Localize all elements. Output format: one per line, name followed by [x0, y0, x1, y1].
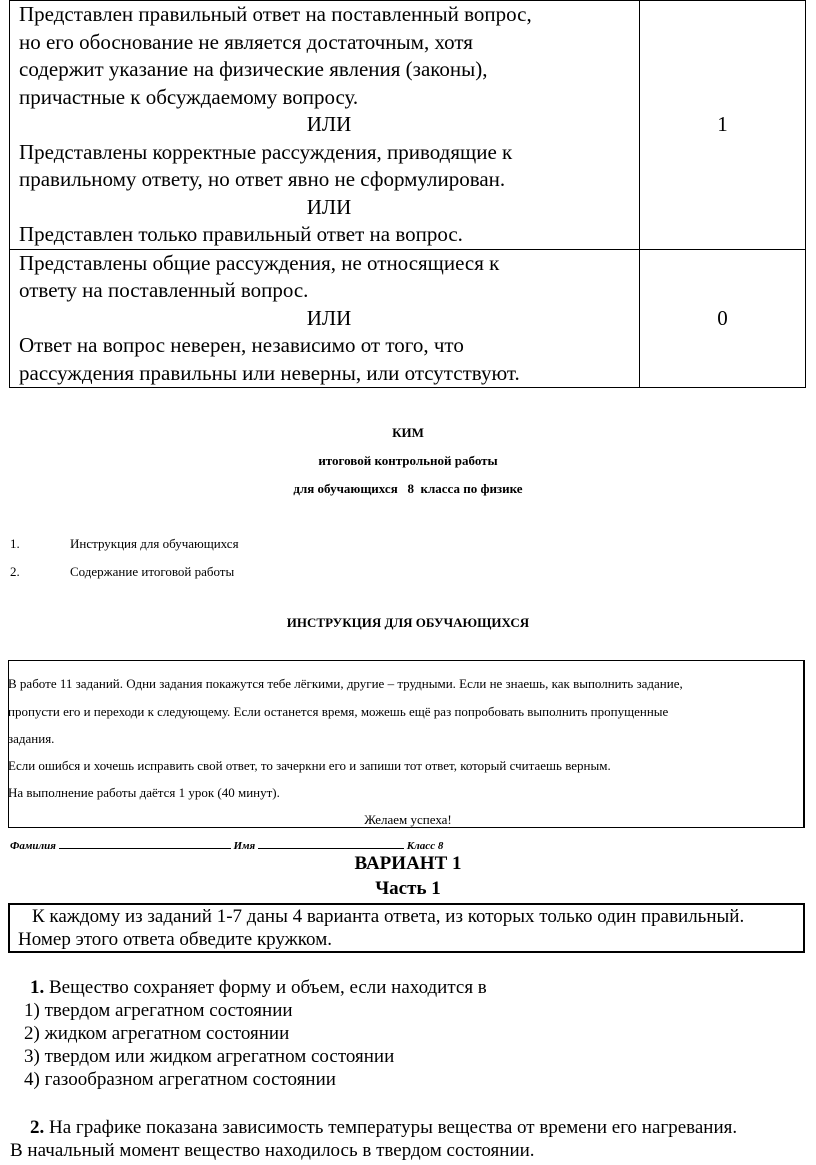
question-text-continued: В начальный момент вещество находилось в твердом состоянии.	[10, 1140, 535, 1161]
instructions-heading: ИНСТРУКЦИЯ ДЛЯ ОБУЧАЮЩИХСЯ	[286, 615, 530, 630]
task-note-box	[8, 903, 805, 953]
surname-field[interactable]	[59, 839, 231, 849]
criteria-line: рассуждения правильны или неверны, или отсутствуют.	[19, 360, 520, 385]
table-row	[10, 1, 806, 250]
question-text: На графике показана зависимость температуры вещества от времени его нагревания.	[44, 1117, 738, 1138]
student-info-line	[10, 839, 443, 852]
criteria-line: Представлены корректные рассуждения, приводящие к	[19, 139, 513, 164]
criteria-cell	[10, 249, 640, 388]
toc-item	[10, 536, 239, 552]
criteria-line: Представлен только правильный ответ на вопрос.	[19, 222, 463, 246]
criteria-line: Представлены общие рассуждения, не относящиеся к	[19, 250, 500, 275]
wish-text: Желаем успеха!	[364, 812, 452, 827]
instruction-line: На выполнение работы даётся 1 урок (40 минут).	[8, 785, 280, 800]
class-label: Класс 8	[406, 840, 444, 852]
criteria-line: причастные к обсуждаемому вопросу.	[19, 84, 359, 109]
question-2	[30, 1117, 737, 1139]
criteria-cell	[10, 1, 640, 250]
or-separator: ИЛИ	[306, 112, 352, 136]
or-separator: ИЛИ	[306, 305, 352, 330]
instruction-line: пропусти его и переходи к следующему. Если останется время, можешь ещё раз попробовать выполнить пропущенные	[8, 704, 669, 719]
question-number: 1.	[30, 977, 45, 998]
toc-label: Содержание итоговой работы	[70, 564, 235, 579]
answer-option[interactable]: 2) жидком агрегатном состоянии	[24, 1023, 290, 1044]
part-title: Часть 1	[375, 878, 441, 899]
surname-label: Фамилия	[10, 840, 56, 852]
answer-option[interactable]: 1) твердом агрегатном состоянии	[24, 1000, 293, 1021]
criteria-line: Ответ на вопрос неверен, независимо от того, что	[19, 333, 464, 357]
or-separator: ИЛИ	[306, 194, 352, 219]
criteria-line: содержит указание на физические явления (законы),	[19, 57, 488, 81]
kim-title: КИМ	[392, 425, 424, 440]
criteria-line: ответу на поставленный вопрос.	[19, 278, 309, 302]
variant-title: ВАРИАНТ 1	[354, 853, 462, 874]
points-cell: 0	[640, 249, 806, 388]
criteria-line: правильному ответу, но ответ явно не сформулирован.	[19, 167, 506, 191]
question-number: 2.	[30, 1117, 45, 1138]
toc-number: 2.	[10, 564, 20, 579]
toc-label: Инструкция для обучающихся	[70, 536, 239, 551]
grading-table	[9, 0, 806, 388]
instruction-line: В работе 11 заданий. Одни задания покажутся тебе лёгкими, другие – трудными. Если не знаешь, как выполнить задание,	[8, 676, 683, 691]
criteria-line: Представлен правильный ответ на поставленный вопрос,	[19, 2, 532, 26]
task-note-line: Номер этого ответа обведите кружком.	[18, 929, 332, 950]
criteria-line: но его обоснование не является достаточным, хотя	[19, 29, 473, 54]
question-1	[30, 977, 487, 999]
toc-item	[10, 564, 234, 580]
toc-number: 1.	[10, 536, 20, 551]
instruction-line: Если ошибся и хочешь исправить свой ответ, то зачеркни его и запиши тот ответ, который считаешь верным.	[8, 758, 611, 773]
answer-option[interactable]: 3) твердом или жидком агрегатном состоянии	[24, 1046, 395, 1067]
instruction-line: задания.	[8, 731, 55, 746]
kim-audience: для обучающихся 8 класса по физике	[293, 481, 523, 496]
points-cell: 1	[640, 1, 806, 250]
name-label: Имя	[233, 840, 256, 852]
question-text: Вещество сохраняет форму и объем, если находится в	[44, 977, 487, 998]
task-note-line: К каждому из заданий 1-7 даны 4 варианта ответа, из которых только один правильный.	[32, 906, 745, 927]
answer-option[interactable]: 4) газообразном агрегатном состоянии	[24, 1069, 336, 1090]
table-row	[10, 249, 806, 388]
name-field[interactable]	[258, 839, 404, 849]
kim-subtitle: итоговой контрольной работы	[318, 453, 498, 468]
